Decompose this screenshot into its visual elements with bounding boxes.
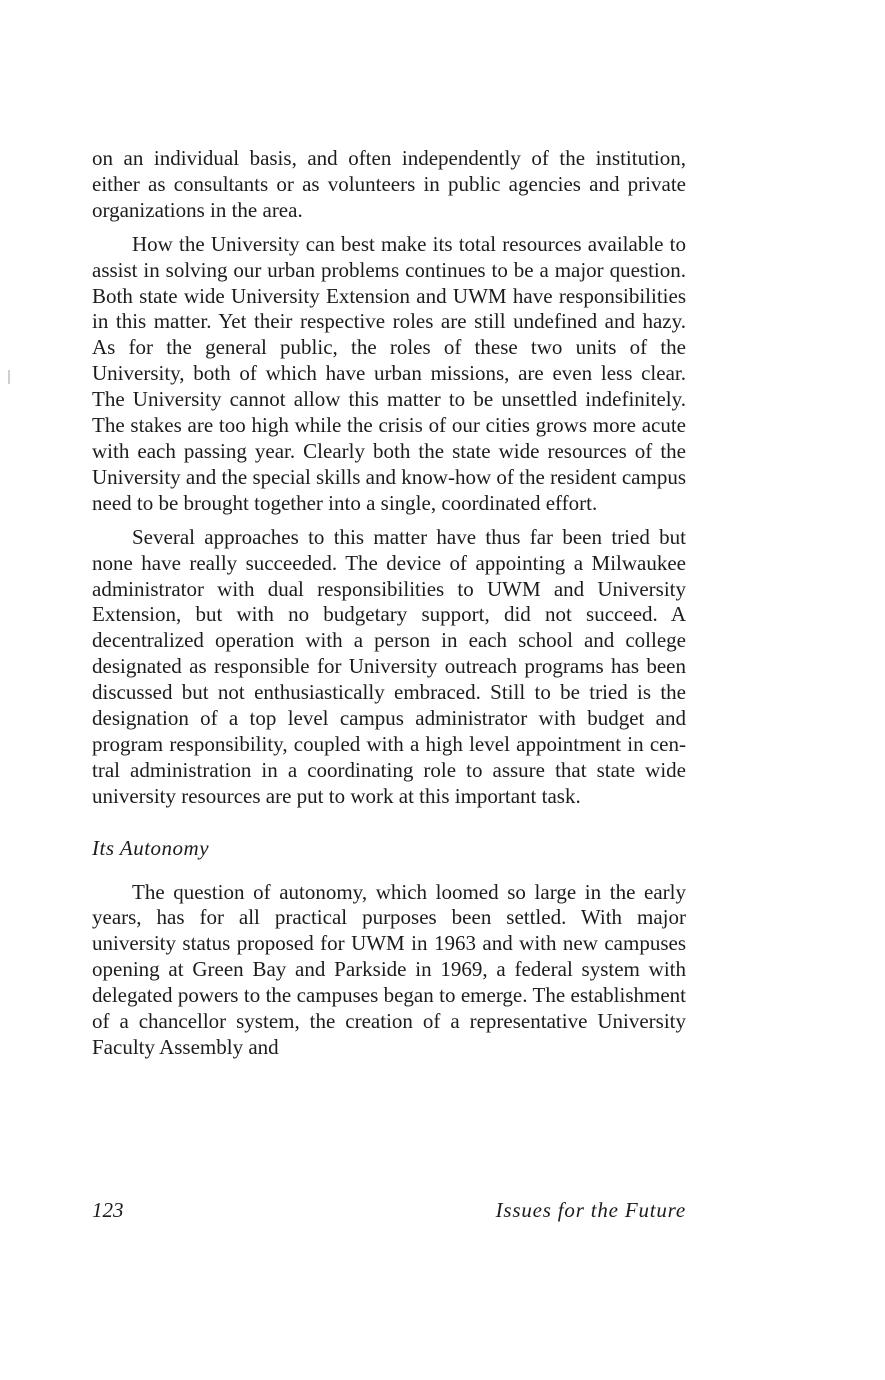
paragraph-urban-resources: How the University can best make its total resources available to assist in solving our urban problems continues to be a major question. Both state wide University Extension and UWM have responsibilities in this matter. Yet their respective roles are still undefined and hazy. As for the general public, the roles of these two units of the University, both of which have urban missions, are even less clear. The University cannot allow this matter to be unsettled indefinitely. The stakes are too high while the crisis of our cities grows more acute with each passing year. Clearly both the state wide resources of the University and the special skills and know-how of the resident campus need to be brought together into a single, coordinated effort. <box>92 231 686 515</box>
page-footer <box>92 1198 686 1223</box>
running-title: Issues for the Future <box>495 1198 686 1222</box>
paragraph-continuation: on an individual basis, and often independently of the institution, either as consultants or as volunteers in public agencies and private organizations in the area. <box>92 146 686 222</box>
paragraph-approaches: Several approaches to this matter have thus far been tried but none have really succeeded. The device of appointing a Milwaukee administrator with dual responsibilities to UWM and University Extension, but with no budgetary support, did not succeed. A decentralized operation with a person in each school and college designated as responsible for University outreach programs has been discussed but not enthusiastically embraced. Still to be tried is the designation of a top level campus administrator with budget and program responsibility, coupled with a high level appointment in central administration in a coordinating role to assure that state wide university resources are put to work at this important task. <box>92 524 686 808</box>
margin-mark <box>8 370 10 384</box>
section-heading: Its Autonomy <box>92 835 210 860</box>
paragraph-autonomy: The question of autonomy, which loomed so large in the early years, has for all practical purposes been settled. With major university status proposed for UWM in 1963 and with new campuses opening at Green Bay and Parkside in 1969, a federal system with delegated powers to the campuses began to emerge. The establishment of a chancellor system, the creation of a representative University Faculty Assembly and <box>92 879 686 1059</box>
body-text <box>92 146 686 1061</box>
page-number: 123 <box>92 1198 124 1222</box>
